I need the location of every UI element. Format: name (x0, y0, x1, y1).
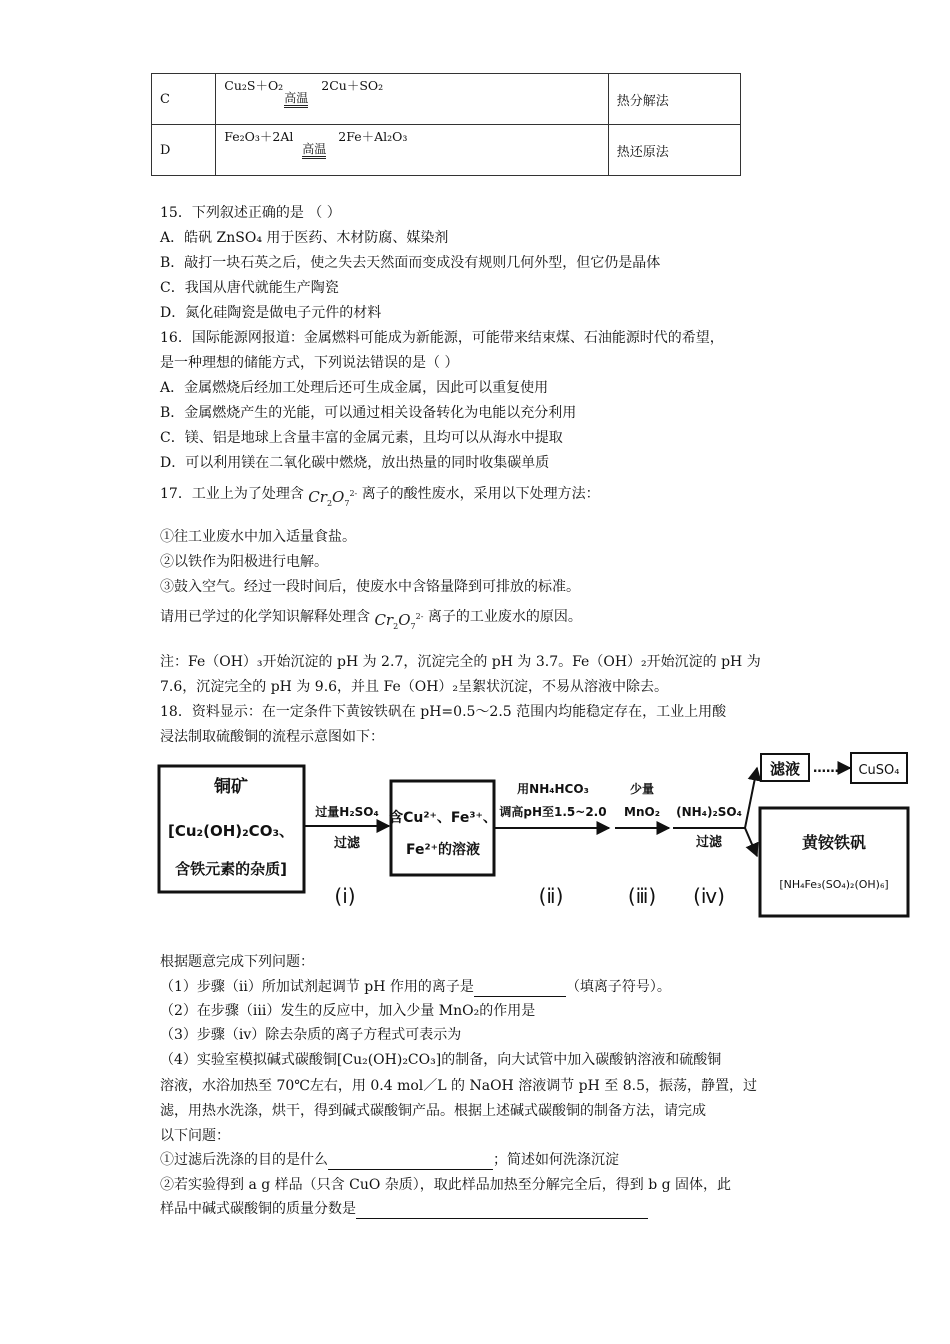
q15-option-b: B．敲打一块石英之后，使之失去天然面而变成没有规则几何外型，但它仍是晶体 (160, 255, 661, 271)
q16-stem-line1: 16．国际能源网报道：金属燃料可能成为新能源，可能带来结束煤、石油能源时代的希望， (160, 330, 724, 346)
q18-stem-line1: 18．资料显示：在一定条件下黄铵铁矾在 pH=0.5～2.5 范围内均能稳定存在，工业上用酸 (160, 704, 727, 720)
ore-formula: [Cu₂(OH)₂CO₃、 (167, 822, 295, 840)
q16-stem-line2: 是一种理想的储能方式，下列说法错误的是（ ） (160, 355, 459, 371)
filtrate-label: 滤液 (769, 760, 801, 778)
q18-sub2-line2 (160, 1199, 648, 1219)
equation-rhs: 2Cu＋SO₂ (321, 78, 384, 93)
answer-blank[interactable] (328, 1154, 493, 1170)
q17-stem (160, 480, 600, 510)
solution-box (391, 781, 494, 875)
equation-cell (216, 74, 609, 125)
q17-step3: ③鼓入空气。经过一段时间后，使废水中含铬量降到可排放的标准。 (160, 579, 580, 595)
q16-option-d: D．可以利用镁在二氧化碳中燃烧，放出热量的同时收集碳单质 (160, 455, 550, 471)
q17-note-line1: 注：Fe（OH）₃开始沉淀的 pH 为 2.7，沉淀完全的 pH 为 3.7。Fe（OH）₂开始沉淀的 pH 为 (160, 654, 761, 670)
reaction-table (151, 73, 741, 176)
arrow-3-reagent: MnO₂ (624, 805, 660, 819)
jarosite-box (760, 808, 908, 916)
q18-part1 (160, 977, 671, 997)
table-row (152, 74, 741, 125)
q18-stem-line2: 浸法制取硫酸铜的流程示意图如下： (160, 729, 384, 745)
step-ii-label: (ⅱ) (538, 884, 564, 908)
q18-part4-line4: 以下问题： (160, 1128, 230, 1144)
method-cell: 热还原法 (608, 125, 740, 176)
q18-part4-line1: （4）实验室模拟碱式碳酸铜[Cu₂(OH)₂CO₃]的制备，向大试管中加入碳酸钠溶液和硫酸铜 (160, 1052, 722, 1068)
q17-ask-pre: 请用已学过的化学知识解释处理含 (160, 609, 370, 625)
q15-option-d: D．氮化硅陶瓷是做电子元件的材料 (160, 305, 382, 321)
jarosite-title: 黄铵铁矾 (801, 833, 867, 852)
process-flow-diagram (153, 746, 910, 924)
arrow-4-operation: 过滤 (695, 835, 723, 850)
arrow-1-reagent: 过量H₂SO₄ (315, 805, 379, 819)
table-row (152, 125, 741, 176)
answer-blank[interactable] (474, 981, 566, 997)
arrow-1-operation: 过滤 (333, 836, 361, 851)
q16-option-c: C．镁、铝是地球上含量丰富的金属元素，且均可以从海水中提取 (160, 430, 563, 446)
q18-part1-pre: （1）步骤（ii）所加试剂起调节 pH 作用的离子是 (160, 979, 474, 995)
equation-condition: 高温 (302, 142, 326, 159)
q17-step1: ①往工业废水中加入适量食盐。 (160, 529, 356, 545)
equation (224, 76, 384, 105)
q18-sub1-pre: ①过滤后洗涤的目的是什么 (160, 1152, 328, 1168)
q17-ask-post: 离子的工业废水的原因。 (427, 609, 582, 625)
method-cell: 热分解法 (608, 74, 740, 125)
q17-ask (160, 603, 582, 633)
ore-impurity: 含铁元素的杂质] (175, 860, 287, 878)
dots-label: …… (813, 761, 839, 776)
dichromate-formula: $Cr_2O_7^{2-}$ (374, 611, 424, 631)
q17-stem-pre: 17．工业上为了处理含 (160, 486, 304, 502)
step-iii-label: (ⅲ) (627, 884, 657, 908)
arrow-3-label: 少量 (629, 782, 655, 796)
q18-part2: （2）在步骤（iii）发生的反应中，加入少量 MnO₂的作用是 (160, 1003, 536, 1019)
q18-intro: 根据题意完成下列问题： (160, 954, 314, 970)
equation-rhs: 2Fe＋Al₂O₃ (338, 129, 408, 144)
arrow-2-reagent: 用NH₄HCO₃ (517, 782, 589, 796)
ore-title: 铜矿 (214, 777, 248, 797)
q18-sub2-line1: ②若实验得到 a g 样品（只含 CuO 杂质），取此样品加热至分解完全后，得到 b g 固体，此 (160, 1177, 732, 1193)
q18-sub1 (160, 1150, 619, 1170)
equation-lhs: Fe₂O₃＋2Al (224, 129, 294, 144)
q15-option-c: C．我国从唐代就能生产陶瓷 (160, 280, 339, 296)
product-label: CuSO₄ (858, 763, 900, 778)
q18-sub1-post: ；简述如何洗涤沉淀 (493, 1152, 619, 1168)
q17-stem-post: 离子的酸性废水，采用以下处理方法： (361, 486, 600, 502)
solution-ions: 含Cu²⁺、Fe³⁺、 (389, 810, 497, 826)
equation-condition: 高温 (284, 91, 308, 108)
row-label: D (152, 125, 216, 176)
dichromate-formula: $Cr_2O_7^{2-}$ (308, 488, 358, 508)
q16-option-a: A．金属燃烧后经加工处理后还可生成金属，因此可以重复使用 (160, 380, 549, 396)
q17-note-line2: 7.6，沉淀完全的 pH 为 9.6，并且 Fe（OH）₂呈絮状沉淀，不易从溶液中除去。 (160, 679, 669, 695)
branch-upper (745, 768, 757, 828)
arrow-2-condition: 调高pH至1.5~2.0 (499, 805, 607, 819)
jarosite-formula: [NH₄Fe₃(SO₄)₂(OH)₆] (779, 878, 889, 891)
branch-lower (745, 828, 757, 856)
step-iv-label: (ⅳ) (693, 884, 725, 908)
row-label: C (152, 74, 216, 125)
q15-option-a: A．皓矾 ZnSO₄ 用于医药、木材防腐、媒染剂 (160, 230, 449, 246)
q18-part1-post: （填离子符号）。 (565, 979, 671, 995)
q15-stem: 15．下列叙述正确的是 （ ） (160, 205, 341, 221)
q18-part3: （3）步骤（iv）除去杂质的离子方程式可表示为 (160, 1027, 462, 1043)
equation (224, 127, 408, 156)
equation-cell (216, 125, 609, 176)
solution-ions-2: Fe²⁺的溶液 (405, 842, 481, 858)
q18-part4-line2: 溶液，水浴加热至 70℃左右，用 0.4 mol／L 的 NaOH 溶液调节 pH 至 8.5，振荡，静置，过 (160, 1078, 757, 1094)
equation-lhs: Cu₂S＋O₂ (224, 78, 284, 93)
q17-step2: ②以铁作为阳极进行电解。 (160, 554, 328, 570)
answer-blank[interactable] (356, 1203, 648, 1219)
step-i-label: (ⅰ) (334, 884, 356, 908)
arrow-4-reagent: (NH₄)₂SO₄ (676, 805, 742, 819)
q18-part4-line3: 滤，用热水洗涤，烘干，得到碱式碳酸铜产品。根据上述碱式碳酸铜的制备方法，请完成 (160, 1103, 706, 1119)
q16-option-b: B．金属燃烧产生的光能，可以通过相关设备转化为电能以充分利用 (160, 405, 577, 421)
q18-sub2-pre: 样品中碱式碳酸铜的质量分数是 (160, 1201, 356, 1217)
